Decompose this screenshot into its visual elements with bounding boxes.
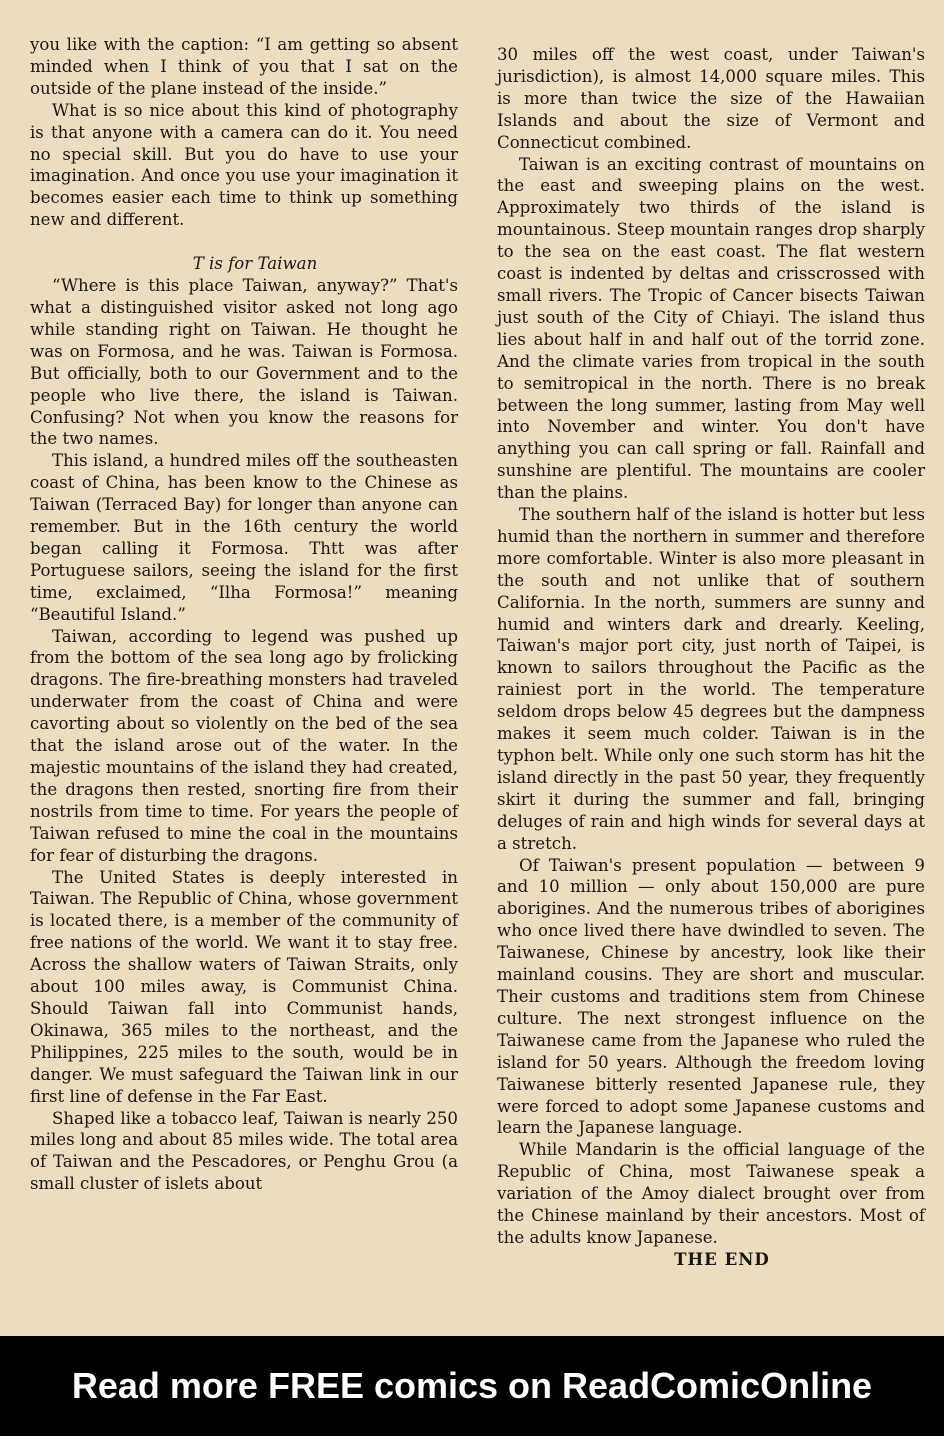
section-heading-taiwan: T is for Taiwan — [192, 254, 318, 274]
paragraph-population: Of Taiwan's present population — between 9 and 10 million — only about 150,000 are pure aborigines. And the numerous tribes of aborigines who once lived there have dwindled to seven. The Taiwanese, Chinese by ancestry, look like their mainland cousins. They are short and muscular. Their customs and traditions stem from Chinese culture. The next strongest influence on the Taiwanese came from the Japanese who ruled the island for 50 years. Although the freedom loving Taiwanese bitterly resented Japanese rule, they were forced to adopt some Japanese customs and learn the Japanese language. — [497, 855, 925, 1138]
paragraph-united-states: The United States is deeply interested in Taiwan. The Republic of China, whose government is located there, is a member of the community of free nations of the world. We want it to stay free. Across the shallow waters of Taiwan Straits, only about 100 miles away, is Communist China. Should Taiwan fall into Communist hands, Okinawa, 365 miles to the northeast, and the Philippines, 225 miles to the south, would be in danger. We must safeguard the Taiwan link in our first line of defense in the Far East. — [30, 867, 458, 1106]
paragraph-legend: Taiwan, according to legend was pushed up from the bottom of the sea long ago by frolicking dragons. The fire-breathing monsters had traveled underwater from the coast of China and were cavorting about so violently on the bed of the sea that the island arose out of the water. In the majestic mountains of the island they had created, the dragons then rested, snorting fire from their nostrils from time to time. For years the people of Taiwan refused to mine the coal in the mountains for fear of disturbing the dragons. — [30, 626, 458, 865]
paragraph-mandarin: While Mandarin is the official language of the Republic of China, most Taiwanese speak a variation of the Amoy dialect brought over from the Chinese mainland by their ancestors. Most of the adults know Japanese. — [497, 1140, 925, 1247]
paragraph-photography: What is so nice about this kind of photography is that anyone with a camera can do it. You need no special skill. But you do have to use your imagination. And once you use your imagination it becomes easier each time to think up something new and different. — [30, 100, 458, 230]
paragraph-gap — [30, 231, 458, 253]
the-end-label: THE END — [674, 1248, 770, 1269]
paragraph-area-end: 30 miles off the west coast, under Taiwan's jurisdiction), is almost 14,000 square miles. This is more than twice the size of the Hawaiian Islands and about the size of Vermont and Connecticut combined. — [497, 45, 925, 152]
left-text-column — [30, 34, 458, 1195]
right-text-column — [497, 44, 925, 1271]
paragraph-intro-end: you like with the caption: “I am getting so absent minded when I think of you that I sat on the outside of the plane instead of the inside.” — [30, 35, 458, 98]
paragraph-island: This island, a hundred miles off the southeasten coast of China, has been know to the Chinese as Taiwan (Terraced Bay) for longer than anyone can remember. But in the 16th century the world began calling it Formosa. Thtt was after Portuguese sailors, seeing the island for the first time, exclaimed, “Ilha Formosa!” meaning “Beautiful Island.” — [30, 451, 458, 624]
paragraph-contrast: Taiwan is an exciting contrast of mountains on the east and sweeping plains on the west. Approximately two thirds of the island is mountainous. Steep mountain ranges drop sharply to the sea on the east coast. The flat western coast is indented by deltas and crisscrossed with small rivers. The Tropic of Cancer bisects Taiwan just south of the City of Chiayi. The island thus lies about half in and half out of the torrid zone. And the climate varies from tropical in the south to semitropical in the north. There is no break between the long summer, lasting from May well into November and winter. You don't have anything you can call spring or fall. Rainfall and sunshine are plentiful. The mountains are cooler than the plains. — [497, 154, 925, 503]
paragraph-where: “Where is this place Taiwan, anyway?” That's what a distinguished visitor asked not long ago while standing right on Taiwan. He thought he was on Formosa, and he was. Taiwan is Formosa. But officially, both to our Government and to the people who live there, the island is Taiwan. Confusing? Not when you know the reasons for the two names. — [30, 276, 458, 449]
read-more-banner[interactable]: Read more FREE comics on ReadComicOnline — [0, 1336, 944, 1436]
paragraph-shaped: Shaped like a tobacco leaf, Taiwan is nearly 250 miles long and about 85 miles wide. The total area of Taiwan and the Pescadores, or Penghu Grou (a small cluster of islets about — [30, 1108, 458, 1194]
paragraph-southern: The southern half of the island is hotter but less humid than the northern in summer and therefore more comfortable. Winter is also more pleasant in the south and not unlike that of southern California. In the north, summers are sunny and humid and winters dark and drearly. Keeling, Taiwan's major port city, just north of Taipei, is known to sailors throughout the Pacific as the rainiest port in the world. The temperature seldom drops below 45 degrees but the dampness makes it seem much colder. Taiwan is in the typhon belt. While only one such storm has hit the island directly in the past 50 year, they frequently skirt it during the summer and fall, bringing deluges of rain and high winds for several days at a stretch. — [497, 505, 925, 853]
